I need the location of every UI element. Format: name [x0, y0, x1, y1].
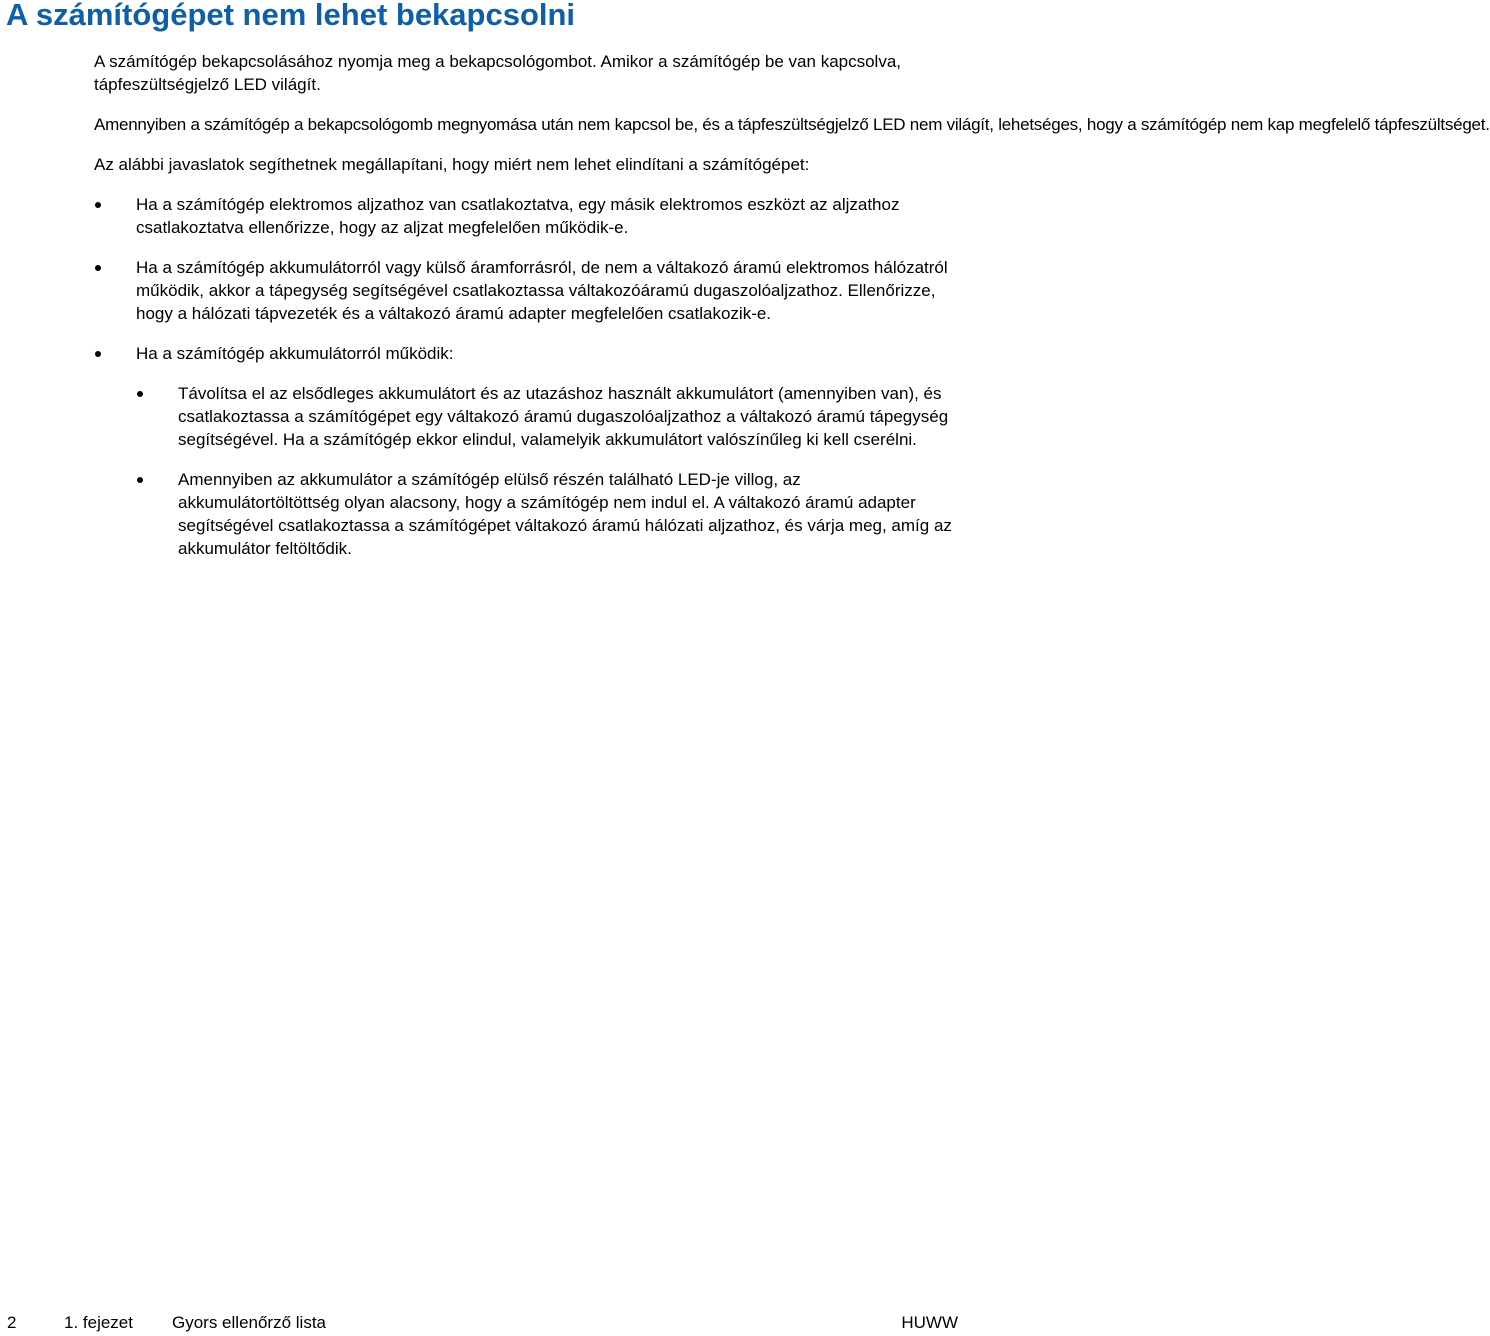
- page-number: 2: [7, 1313, 17, 1332]
- bullet-icon: [95, 265, 101, 271]
- page-footer: [0, 1311, 960, 1335]
- bullet-icon: [137, 477, 143, 483]
- suggestion-list: [94, 193, 956, 560]
- list-item: [94, 193, 956, 239]
- no-power-paragraph: [94, 113, 1490, 136]
- list-item: [94, 342, 956, 560]
- suggestions-intro: Az alábbi javaslatok segíthetnek megállapítani, hogy miért nem lehet elindítani a számítógépet:: [94, 155, 810, 174]
- bullet-icon: [95, 351, 101, 357]
- intro-paragraph: A számítógép bekapcsolásához nyomja meg a bekapcsológombot. Amikor a számítógép be van kapcsolva, tápfeszültségjelző LED világít.: [94, 52, 902, 94]
- sub-list-item: [136, 382, 956, 451]
- bullet-icon: [95, 202, 101, 208]
- body-content: [94, 50, 1490, 577]
- bullet-icon: [137, 391, 143, 397]
- no-power-text: Amennyiben a számítógép a bekapcsológomb megnyomása után nem kapcsol be, és a tápfeszültségjelző LED nem világít, lehetséges, hogy a számítógép nem kap megfelelő tápfeszültséget.: [94, 115, 1490, 134]
- list-item-text: Ha a számítógép elektromos aljzathoz van csatlakoztatva, egy másik elektromos eszközt az aljzathoz csatlakoztatva ellenőrizze, hogy az aljzat megfelelően működik-e.: [136, 195, 900, 237]
- list-item: [94, 256, 956, 325]
- brand-label: HUWW: [901, 1313, 958, 1332]
- page-title: A számítógépet nem lehet bekapcsolni: [6, 0, 576, 32]
- list-item-text: Ha a számítógép akkumulátorról működik:: [136, 344, 454, 363]
- sub-list-item-text: Amennyiben az akkumulátor a számítógép elülső részén található LED-je villog, az akkumulátortöltöttség olyan alacsony, hogy a számítógép nem indul el. A váltakozó áramú adapter segítségével csatlakoztassa a számítógépet váltakozó áramú hálózati aljzathoz, és várja meg, amíg az akkumulátor feltöltődik.: [178, 470, 952, 558]
- chapter-label: 1. fejezet: [64, 1313, 133, 1332]
- list-item-text: Ha a számítógép akkumulátorról vagy külső áramforrásról, de nem a váltakozó áramú elektromos hálózatról működik, akkor a tápegység segítségével csatlakoztassa váltakozóáramú dugaszolóaljzathoz. Ellenőrizze, hogy a hálózati tápvezeték és a váltakozó áramú adapter megfelelően csatlakozik-e.: [136, 258, 948, 323]
- sub-list-item: [136, 468, 956, 560]
- sub-list-item-text: Távolítsa el az elsődleges akkumulátort és az utazáshoz használt akkumulátort (amennyiben van), és csatlakoztassa a számítógépet egy váltakozó áramú dugaszolóaljzathoz a váltakozó áramú tápegység segítségével. Ha a számítógép ekkor elindul, valamelyik akkumulátort valószínűleg ki kell cserélni.: [178, 384, 949, 449]
- battery-sub-list: [136, 382, 956, 560]
- section-label: Gyors ellenőrző lista: [172, 1313, 327, 1332]
